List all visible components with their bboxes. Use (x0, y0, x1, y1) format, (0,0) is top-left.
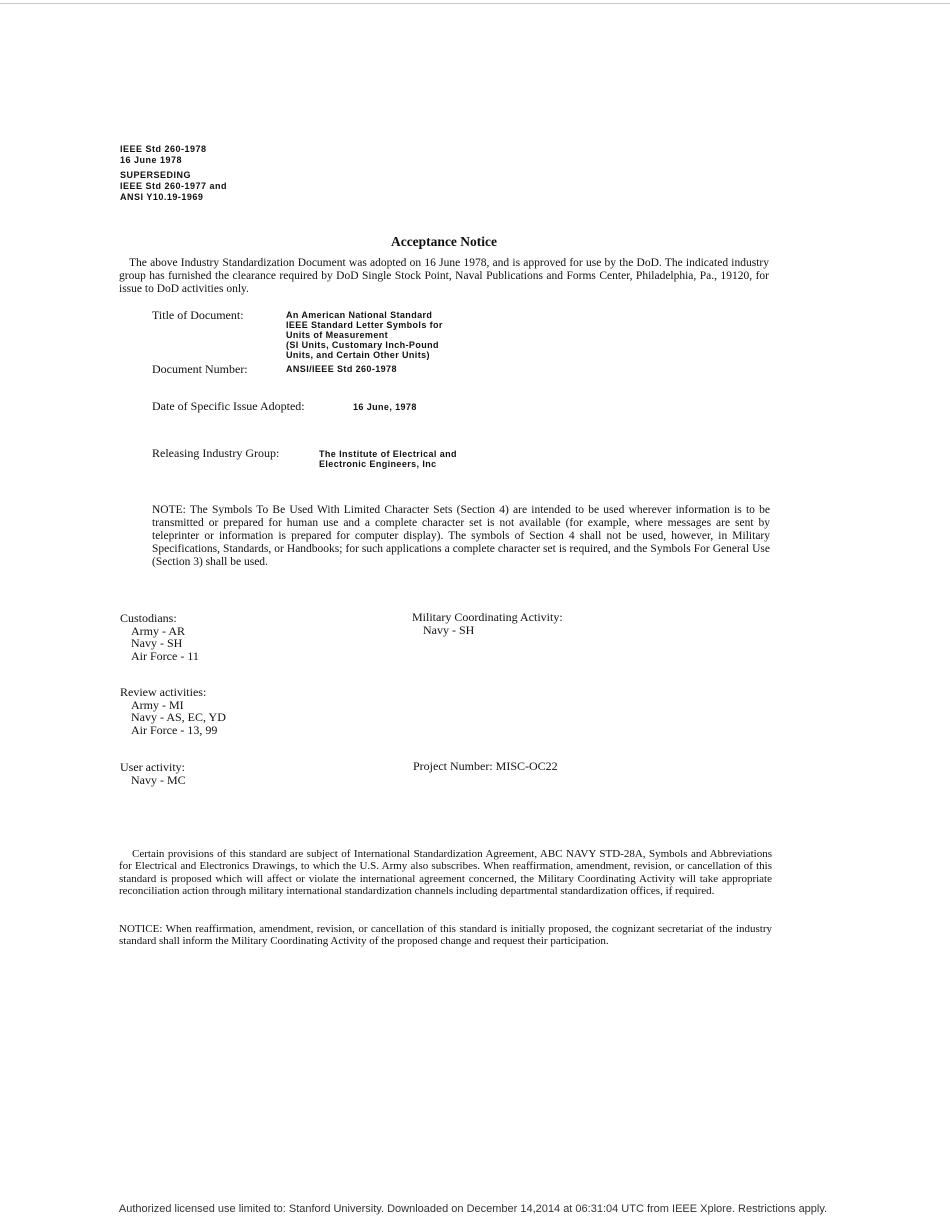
title-line: An American National Standard (286, 310, 433, 320)
custodian-item: Army - AR (131, 623, 185, 638)
military-label: Military Coordinating Activity: (412, 610, 563, 624)
header-supersedes-1: IEEE Std 260-1977 and (120, 181, 228, 191)
provisions-paragraph: Certain provisions of this standard are subject of International Standardization Agreement, ABC NAVY STD-28A, Symbols and Abbreviations for Electrical and Electronics Drawings, to which the U.S. Army also subscribes. When reaffirmation, amendment, revision, or cancellation of this standard is proposed which will affect or violate the international agreement concerned, the Military Coordinating Activity will take appropriate reconciliation action through military international standardization channels including departmental standardization offices, if required. (119, 848, 772, 897)
header-std: IEEE Std 260-1978 (120, 144, 207, 154)
military-item: Navy - SH (423, 622, 475, 637)
review-item: Navy - AS, EC, YD (131, 710, 226, 724)
title-of-document-label: Title of Document: (152, 308, 244, 322)
custodians-block (120, 612, 199, 662)
top-border-line (0, 3, 950, 4)
title-of-document-value (286, 310, 443, 360)
document-number-label: Document Number: (152, 362, 248, 376)
custodians-label: Custodians: (120, 611, 177, 625)
title-line: IEEE Standard Letter Symbols for (286, 320, 443, 330)
releasing-group-value (319, 449, 457, 469)
notice-paragraph: NOTICE: When reaffirmation, amendment, revision, or cancellation of this standard is initially proposed, the cognizant secretariat of the industry standard shall inform the Military Coordinating Activity of the proposed change and request their participation. (119, 923, 772, 948)
custodian-item: Air Force - 11 (131, 648, 199, 663)
group-line: The Institute of Electrical and (319, 449, 457, 459)
header-date: 16 June 1978 (120, 155, 183, 165)
title-line: (SI Units, Customary Inch-Pound (286, 340, 439, 350)
title-line: Units of Measurement (286, 330, 389, 340)
title-line: Units, and Certain Other Units) (286, 350, 430, 360)
group-line: Electronic Engineers, Inc (319, 459, 437, 469)
license-footer: Authorized licensed use limited to: Stanford University. Downloaded on December 14,2014 at 06:31:04 UTC from IEEE Xplore. Restrictions apply. (118, 1203, 828, 1215)
header-supersedes-2: ANSI Y10.19-1969 (120, 192, 204, 202)
custodian-item: Navy - SH (131, 636, 183, 650)
military-coordinating-block (412, 611, 563, 636)
header-superseding: SUPERSEDING (120, 170, 192, 180)
review-label: Review activities: (120, 685, 207, 699)
date-adopted-label: Date of Specific Issue Adopted: (152, 399, 305, 413)
review-activities-block (120, 686, 226, 736)
document-number-value: ANSI/IEEE Std 260-1978 (286, 364, 397, 374)
user-item: Navy - MC (131, 772, 186, 787)
intro-paragraph: The above Industry Standardization Document was adopted on 16 June 1978, and is approved for use by the DoD. The indicated industry group has furnished the clearance required by DoD Single Stock Point, Naval Publications and Forms Center, Philadelphia, Pa., 19120, for issue to DoD activities only. (119, 257, 769, 295)
project-number: Project Number: MISC-OC22 (413, 759, 558, 773)
document-header (120, 144, 227, 203)
date-adopted-value: 16 June, 1978 (353, 402, 417, 412)
note-paragraph: NOTE: The Symbols To Be Used With Limited Character Sets (Section 4) are intended to be used wherever information is to be transmitted or prepared for human use and a complete character set is not available (for example, where messages are sent by teleprinter or information is prepared for computer display). The symbols of Section 4 shall not be used, however, in Military Specifications, Standards, or Handbooks; for such applications a complete character set is required, and the Symbols For General Use (Section 3) shall be used. (152, 504, 770, 568)
releasing-group-label: Releasing Industry Group: (152, 446, 280, 460)
user-label: User activity: (120, 760, 185, 774)
review-item: Air Force - 13, 99 (131, 722, 218, 737)
page-title: Acceptance Notice (390, 234, 498, 249)
user-activity-block (120, 761, 186, 786)
review-item: Army - MI (131, 697, 184, 712)
